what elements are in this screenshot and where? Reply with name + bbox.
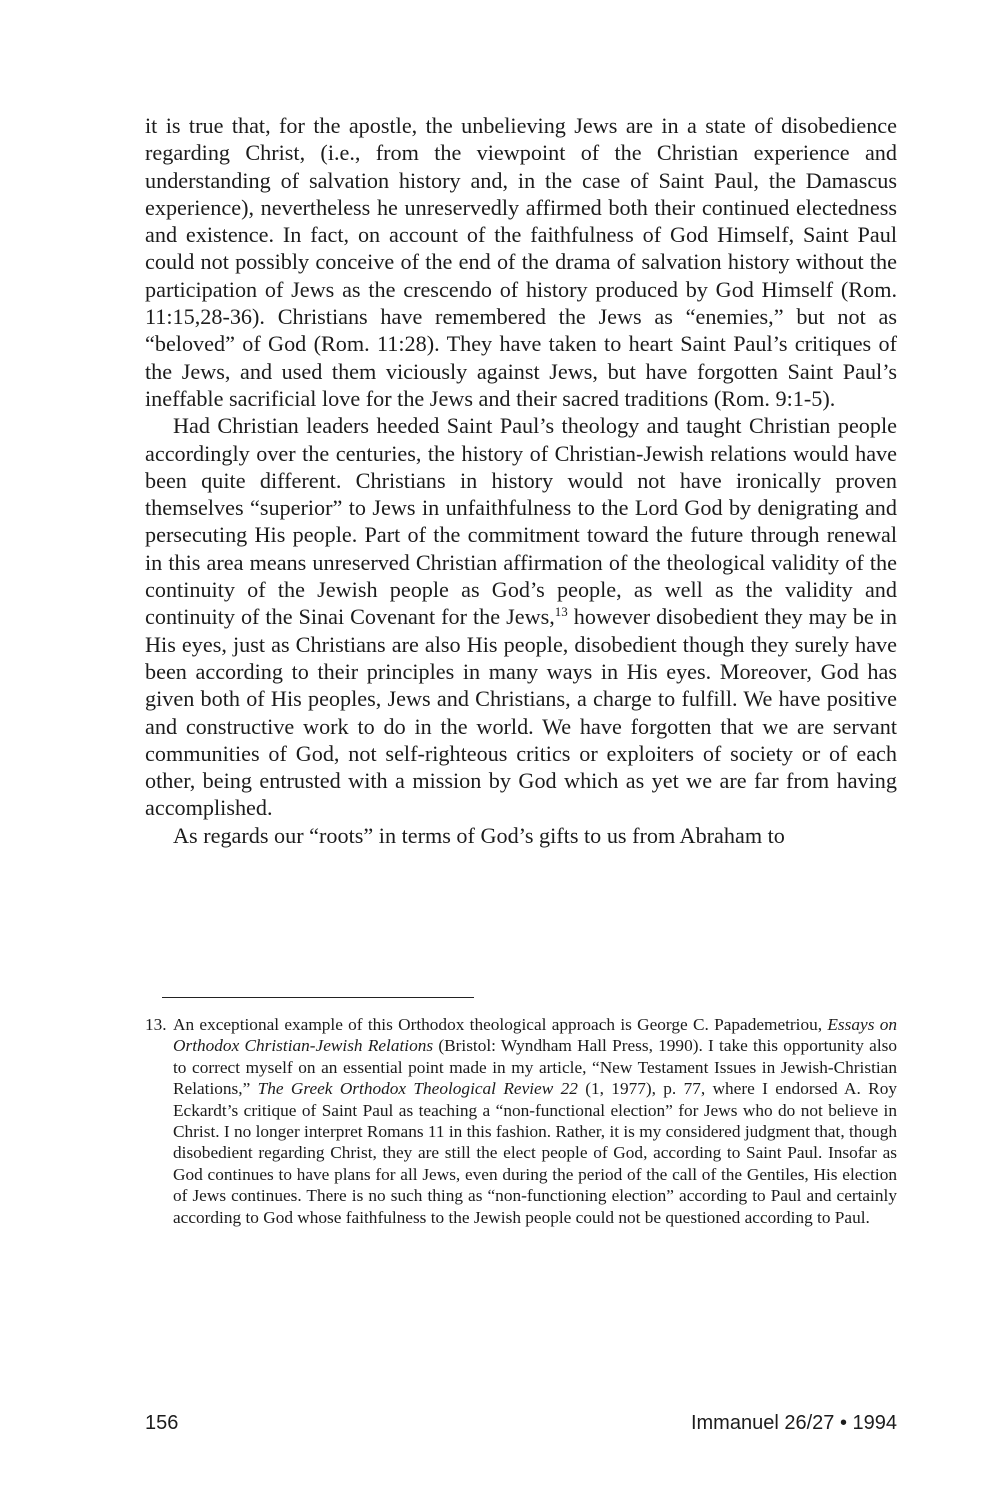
- paragraph-1: it is true that, for the apostle, the unbelieving Jews are in a state of disobedience regarding Christ, (i.e., from the viewpoint of the Christian experience and understanding of salvation history and, in the case of Saint Paul, the Damascus experience), nevertheless he unreservedly affirmed both their continued electedness and existence. In fact, on account of the faithfulness of God Himself, Saint Paul could not possibly conceive of the end of the drama of salvation history without the participation of Jews as the crescendo of history produced by God Himself (Rom. 11:15,28-36). Christians have remembered the Jews as “enemies,” but not as “beloved” of God (Rom. 11:28). They have taken to heart Saint Paul’s critiques of the Jews, and used them viciously against Jews, but have forgotten Saint Paul’s ineffable sacrificial love for the Jews and their sacred traditions (Rom. 9:1-5).: [145, 113, 897, 411]
- footnote-text-1: An exceptional example of this Orthodox theological approach is George C. Papademetriou,: [173, 1015, 828, 1034]
- footnote-13: [145, 1014, 897, 1228]
- footnote-number: 13.: [145, 1015, 167, 1034]
- paragraph-2-part-2: however disobedient they may be in His eyes, just as Christians are also His people, disobedient though they surely have been according to their principles in many ways in His eyes. Moreover, God has given both of His peoples, Jews and Christians, a charge to fulfill. We have positive and constructive work to do in the world. We have forgotten that we are servant communities of God, not self-righteous critics or exploiters of society or of each other, being entrusted with a mission by God which as yet we are far from having accomplished.: [145, 604, 898, 821]
- paragraph-2: [145, 412, 897, 821]
- paragraph-2-part-1: Had Christian leaders heeded Saint Paul’s theology and taught Christian people accordingly over the centuries, the history of Christian-Jewish relations would have been quite different. Christians in history would not have ironically proven themselves “superior” to Jews in unfaithfulness to the Lord God by denigrating and persecuting His people. Part of the commitment toward the future through renewal in this area means unreserved Christian affirmation of the theological validity of the continuity of the Jewish people as God’s people, as well as the validity and continuity of the Sinai Covenant for the Jews,: [145, 413, 897, 630]
- footnote-text: [173, 1014, 897, 1228]
- footnote-book-title: Essays on Orthodox Christian-Jewish Relations: [173, 1015, 897, 1056]
- footnote-reference-13: 13: [554, 604, 568, 620]
- paragraph-3: As regards our “roots” in terms of God’s gifts to us from Abraham to: [173, 822, 785, 848]
- main-text: [145, 112, 897, 849]
- page-footer: [145, 1412, 897, 1444]
- page-number: 156: [145, 1412, 179, 1434]
- footnote-text-3: (1, 1977), p. 77, where I endorsed A. Roy Eckardt’s critique of Saint Paul as teaching a “non-functional election” for Jews who do not believe in Christ. I no longer interpret Romans 11 in this fashion. Rather, it is my considered judgment that, though disobedient regarding Christ, they are still the elect people of God, according to Saint Paul. Insofar as God continues to have plans for all Jews, even during the period of the call of the Gentiles, His election of Jews continues. There is no such thing as “non-functioning election” according to Paul and certainly according to God whose faithfulness to the Jewish people could not be questioned according to Paul.: [173, 1079, 897, 1227]
- footnote-journal-title: The Greek Orthodox Theological Review 22: [257, 1079, 578, 1099]
- journal-citation: Immanuel 26/27 • 1994: [690, 1412, 897, 1434]
- footnote-separator: [162, 997, 474, 998]
- footnote-text-2: (Bristol: Wyndham Hall Press, 1990). I take this opportunity also to correct myself on an essential point made in my article, “New Testament Issues in Jewish-Christian Relations,”: [173, 1036, 897, 1099]
